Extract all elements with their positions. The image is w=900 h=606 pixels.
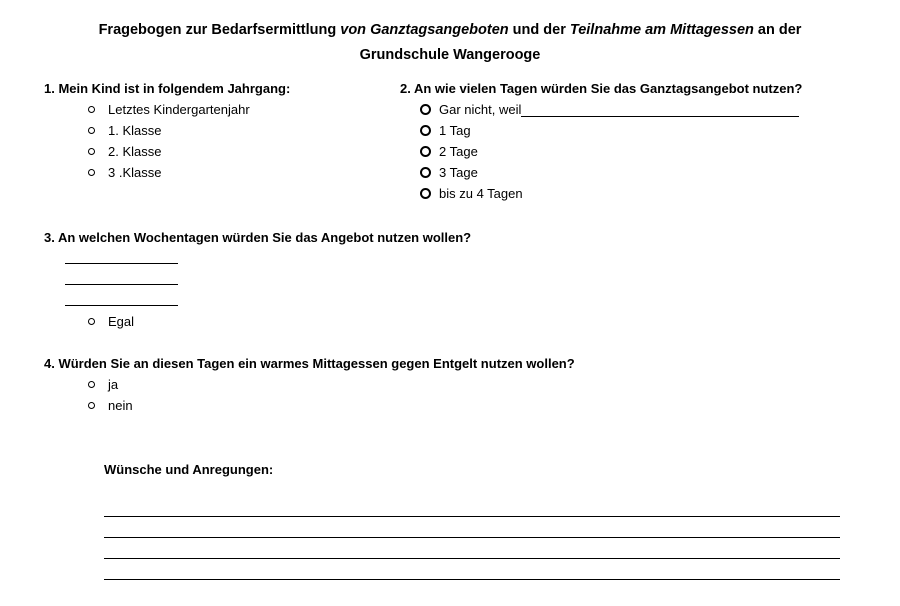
radio-circle-icon[interactable] [88,106,95,113]
page-subtitle: Grundschule Wangerooge [359,47,541,63]
option-label: bis zu 4 Tagen [439,186,523,201]
question-4-label: 4. Würden Sie an diesen Tagen ein warmes Mittagessen gegen Entgelt nutzen wollen? [44,356,575,371]
radio-circle-icon[interactable] [420,188,431,199]
q1-option-klasse-2[interactable] [88,143,161,160]
title-text-italic: von Ganztagsangeboten [340,22,509,38]
option-label: 1 Tag [439,123,471,138]
radio-circle-icon[interactable] [88,402,95,409]
title-text-italic: Teilnahme am Mittagessen [569,22,754,38]
q2-option-1-tag[interactable] [420,122,471,139]
title-text: Fragebogen zur Bedarfsermittlung [98,22,341,38]
option-label: 1. Klasse [108,123,162,138]
option-label: Letztes Kindergartenjahr [108,102,250,117]
comment-line-4[interactable] [104,579,840,580]
comment-line-3[interactable] [104,558,840,559]
reason-blank-line[interactable] [521,102,799,117]
question-1-label: 1. Mein Kind ist in folgendem Jahrgang: [44,81,291,96]
weekday-blank-line-2[interactable] [65,284,178,285]
question-2-label: 2. An wie vielen Tagen würden Sie das Ganztagsangebot nutzen? [400,81,803,96]
radio-circle-icon[interactable] [88,318,95,325]
q2-option-3-tage[interactable] [420,164,478,181]
comment-line-2[interactable] [104,537,840,538]
option-label: 2. Klasse [108,144,162,159]
radio-circle-icon[interactable] [88,381,95,388]
weekday-blank-line-3[interactable] [65,305,178,306]
comments-label: Wünsche und Anregungen: [104,462,274,477]
page-title [0,20,900,40]
q1-option-kindergarten[interactable] [88,101,250,118]
q1-option-klasse-1[interactable] [88,122,161,139]
q1-option-klasse-3[interactable] [88,164,161,181]
radio-circle-icon[interactable] [420,104,431,115]
option-label: 3 Tage [439,165,478,180]
radio-circle-icon[interactable] [88,127,95,134]
q2-option-gar-nicht[interactable] [420,101,799,118]
question-3-label: 3. An welchen Wochentagen würden Sie das Angebot nutzen wollen? [44,230,472,245]
weekday-blank-line-1[interactable] [65,263,178,264]
option-label: 3 .Klasse [108,165,162,180]
radio-circle-icon[interactable] [88,148,95,155]
radio-circle-icon[interactable] [420,167,431,178]
q4-option-ja[interactable] [88,376,118,393]
q4-option-nein[interactable] [88,397,133,414]
q2-option-2-tage[interactable] [420,143,478,160]
comment-line-1[interactable] [104,516,840,517]
q2-option-4-tage[interactable] [420,185,523,202]
option-label: Gar nicht, weil [439,102,522,117]
option-label: Egal [108,314,135,329]
radio-circle-icon[interactable] [420,125,431,136]
q3-option-egal[interactable] [88,313,134,330]
title-text: und der [508,22,570,38]
title-text: an der [753,22,802,38]
option-label: ja [108,377,119,392]
option-label: nein [108,398,133,413]
radio-circle-icon[interactable] [420,146,431,157]
radio-circle-icon[interactable] [88,169,95,176]
option-label: 2 Tage [439,144,478,159]
